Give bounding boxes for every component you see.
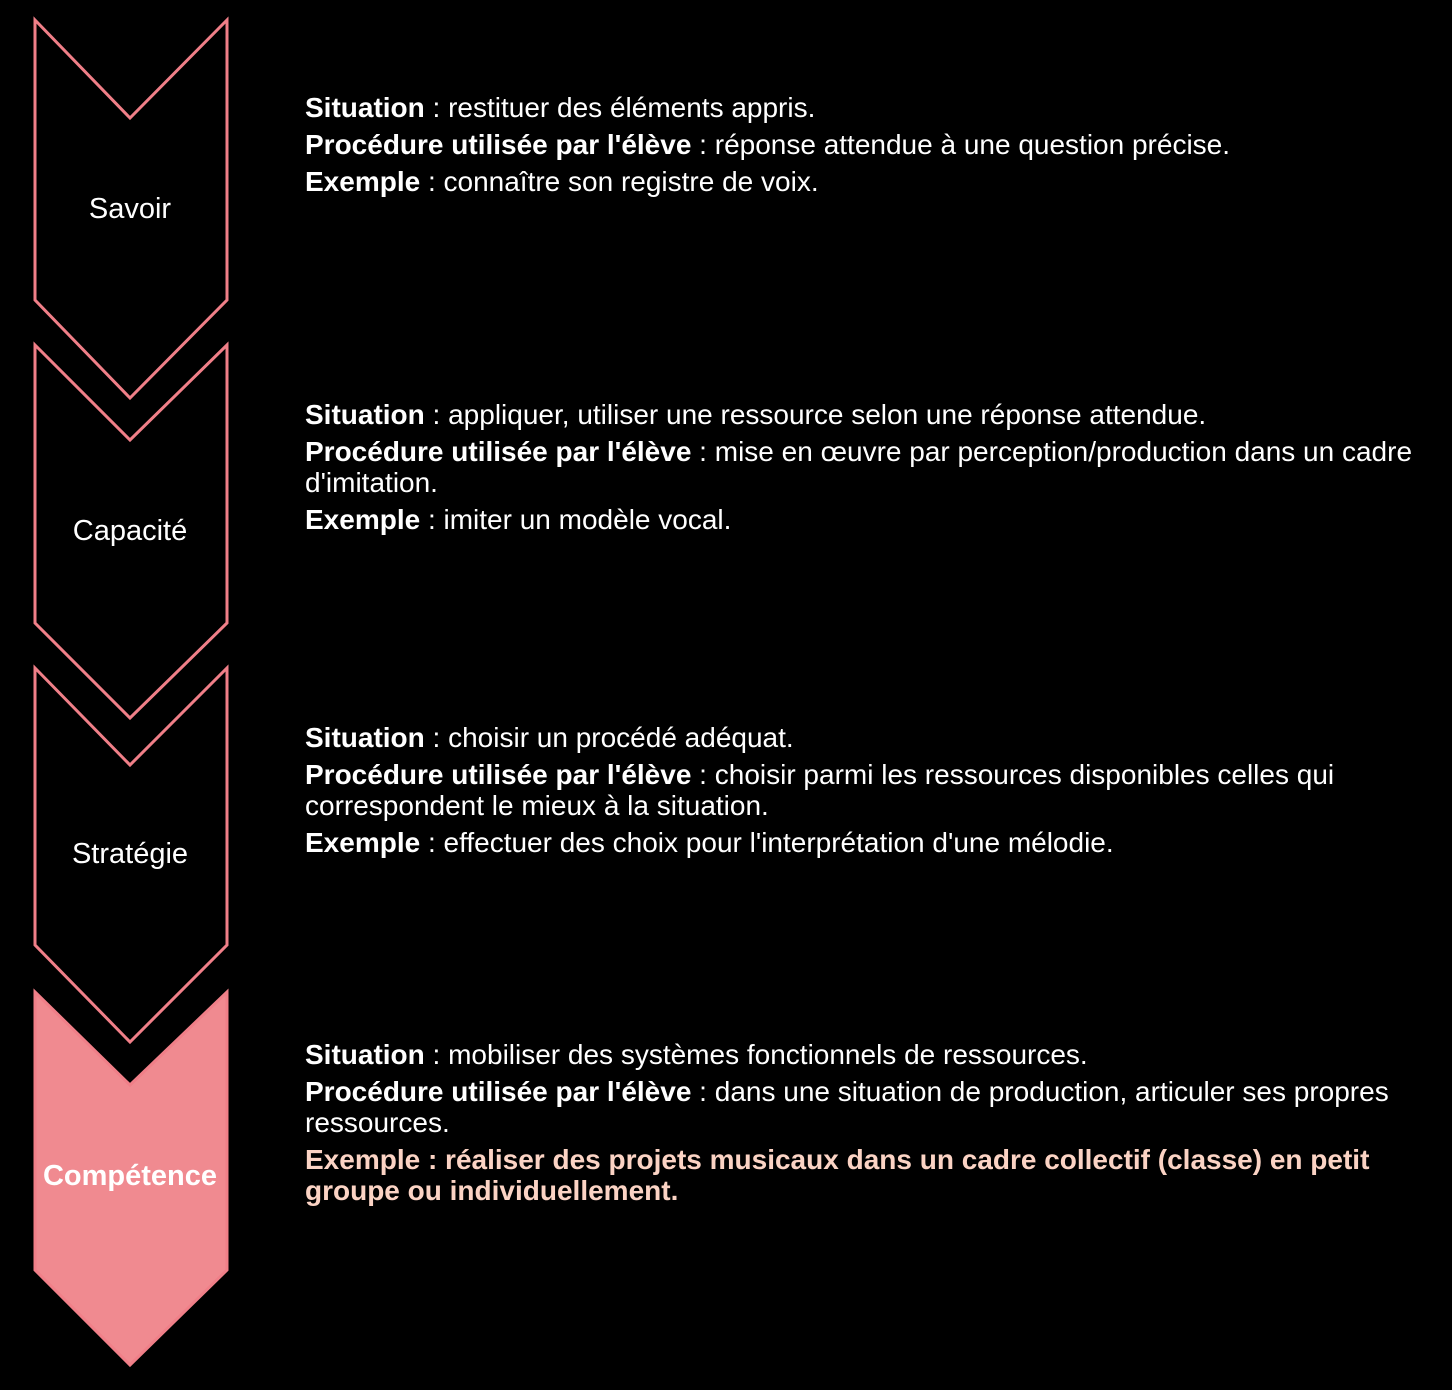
situation-line: Situation : choisir un procédé adéquat. <box>305 722 794 753</box>
stage-label-strategie: Stratégie <box>71 838 189 870</box>
situation-line: Situation : appliquer, utiliser une ressource selon une réponse attendue. <box>305 399 1207 430</box>
description-savoir <box>305 92 1430 203</box>
procedure-line: Procédure utilisée par l'élève : mise en œuvre par perception/production dans un cadre d'imitation. <box>305 436 1413 498</box>
example-line: Exemple : réaliser des projets musicaux dans un cadre collectif (classe) en petit groupe ou individuellement. <box>305 1144 1370 1206</box>
situation-line: Situation : mobiliser des systèmes fonctionnels de ressources. <box>305 1039 1088 1070</box>
example-line: Exemple : effectuer des choix pour l'interprétation d'une mélodie. <box>305 827 1114 858</box>
description-capacite <box>305 399 1430 541</box>
description-competence <box>305 1039 1430 1212</box>
stage-label-capacite: Capacité <box>72 515 188 547</box>
stage-label-competence: Compétence <box>42 1160 218 1192</box>
situation-line: Situation : restituer des éléments appris. <box>305 92 816 123</box>
procedure-line: Procédure utilisée par l'élève : choisir parmi les ressources disponibles celles qui correspondent le mieux à la situation. <box>305 759 1335 821</box>
procedure-line: Procédure utilisée par l'élève : dans une situation de production, articuler ses propres ressources. <box>305 1076 1389 1138</box>
example-line: Exemple : connaître son registre de voix. <box>305 166 819 197</box>
stage-label-savoir: Savoir <box>88 193 172 225</box>
example-line: Exemple : imiter un modèle vocal. <box>305 504 732 535</box>
description-strategie <box>305 722 1430 864</box>
procedure-line: Procédure utilisée par l'élève : réponse attendue à une question précise. <box>305 129 1231 160</box>
